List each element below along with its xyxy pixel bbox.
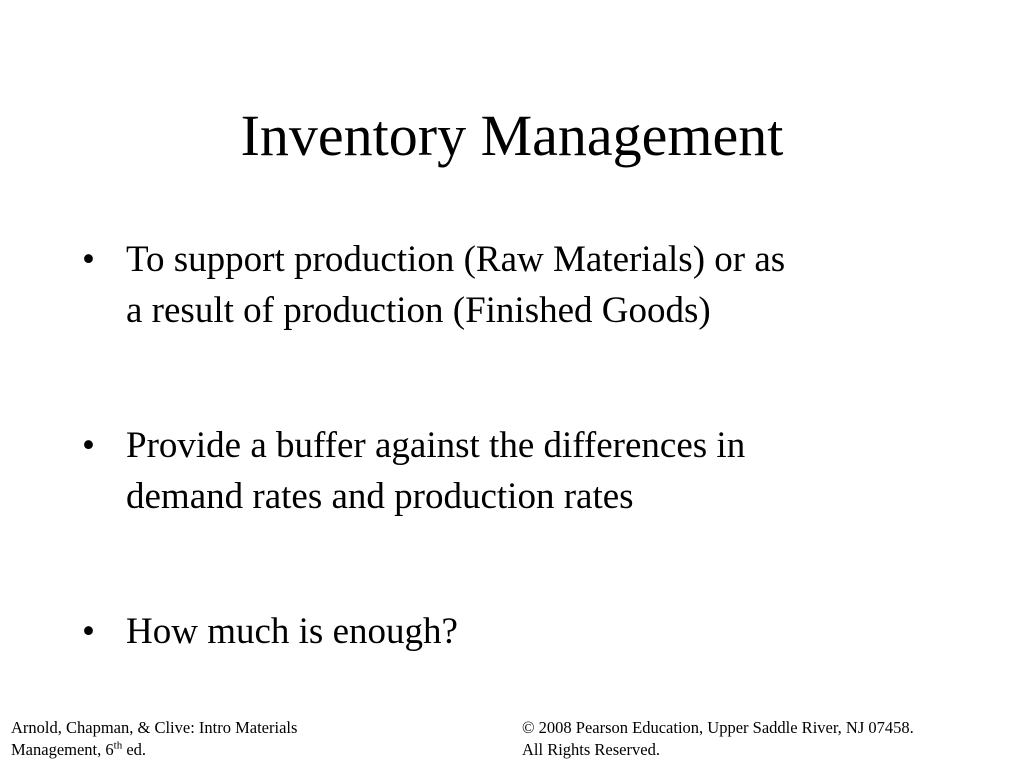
bullet-item-how-much (82, 606, 962, 657)
bullet-item-buffer (82, 420, 962, 522)
bullet-marker: • (82, 425, 95, 466)
footer-copyright (522, 717, 1012, 761)
footer-edition-superscript: th (113, 739, 123, 752)
slide-title: Inventory Management (240, 103, 784, 168)
bullet-text-line: a result of production (Finished Goods) (126, 290, 711, 331)
bullet-text-line: demand rates and production rates (126, 476, 634, 517)
footer-edition-suffix: ed. (122, 740, 147, 759)
bullet-item-production-support (82, 234, 962, 336)
bullet-text-line: How much is enough? (126, 611, 458, 652)
footer-citation-line: Arnold, Chapman, & Clive: Intro Materials (11, 718, 298, 737)
bullet-text-line: To support production (Raw Materials) or as (126, 239, 786, 280)
footer-rights-line: All Rights Reserved. (522, 740, 660, 759)
footer-copyright-line: © 2008 Pearson Education, Upper Saddle River, NJ 07458. (522, 718, 914, 737)
footer-citation-line (11, 739, 431, 761)
bullet-marker: • (82, 239, 95, 280)
bullet-text-line: Provide a buffer against the differences in (126, 425, 746, 466)
bullet-marker: • (82, 611, 95, 652)
footer-edition-prefix: Management, 6 (11, 740, 114, 759)
footer-citation (11, 717, 431, 761)
bullet-list (82, 234, 962, 657)
